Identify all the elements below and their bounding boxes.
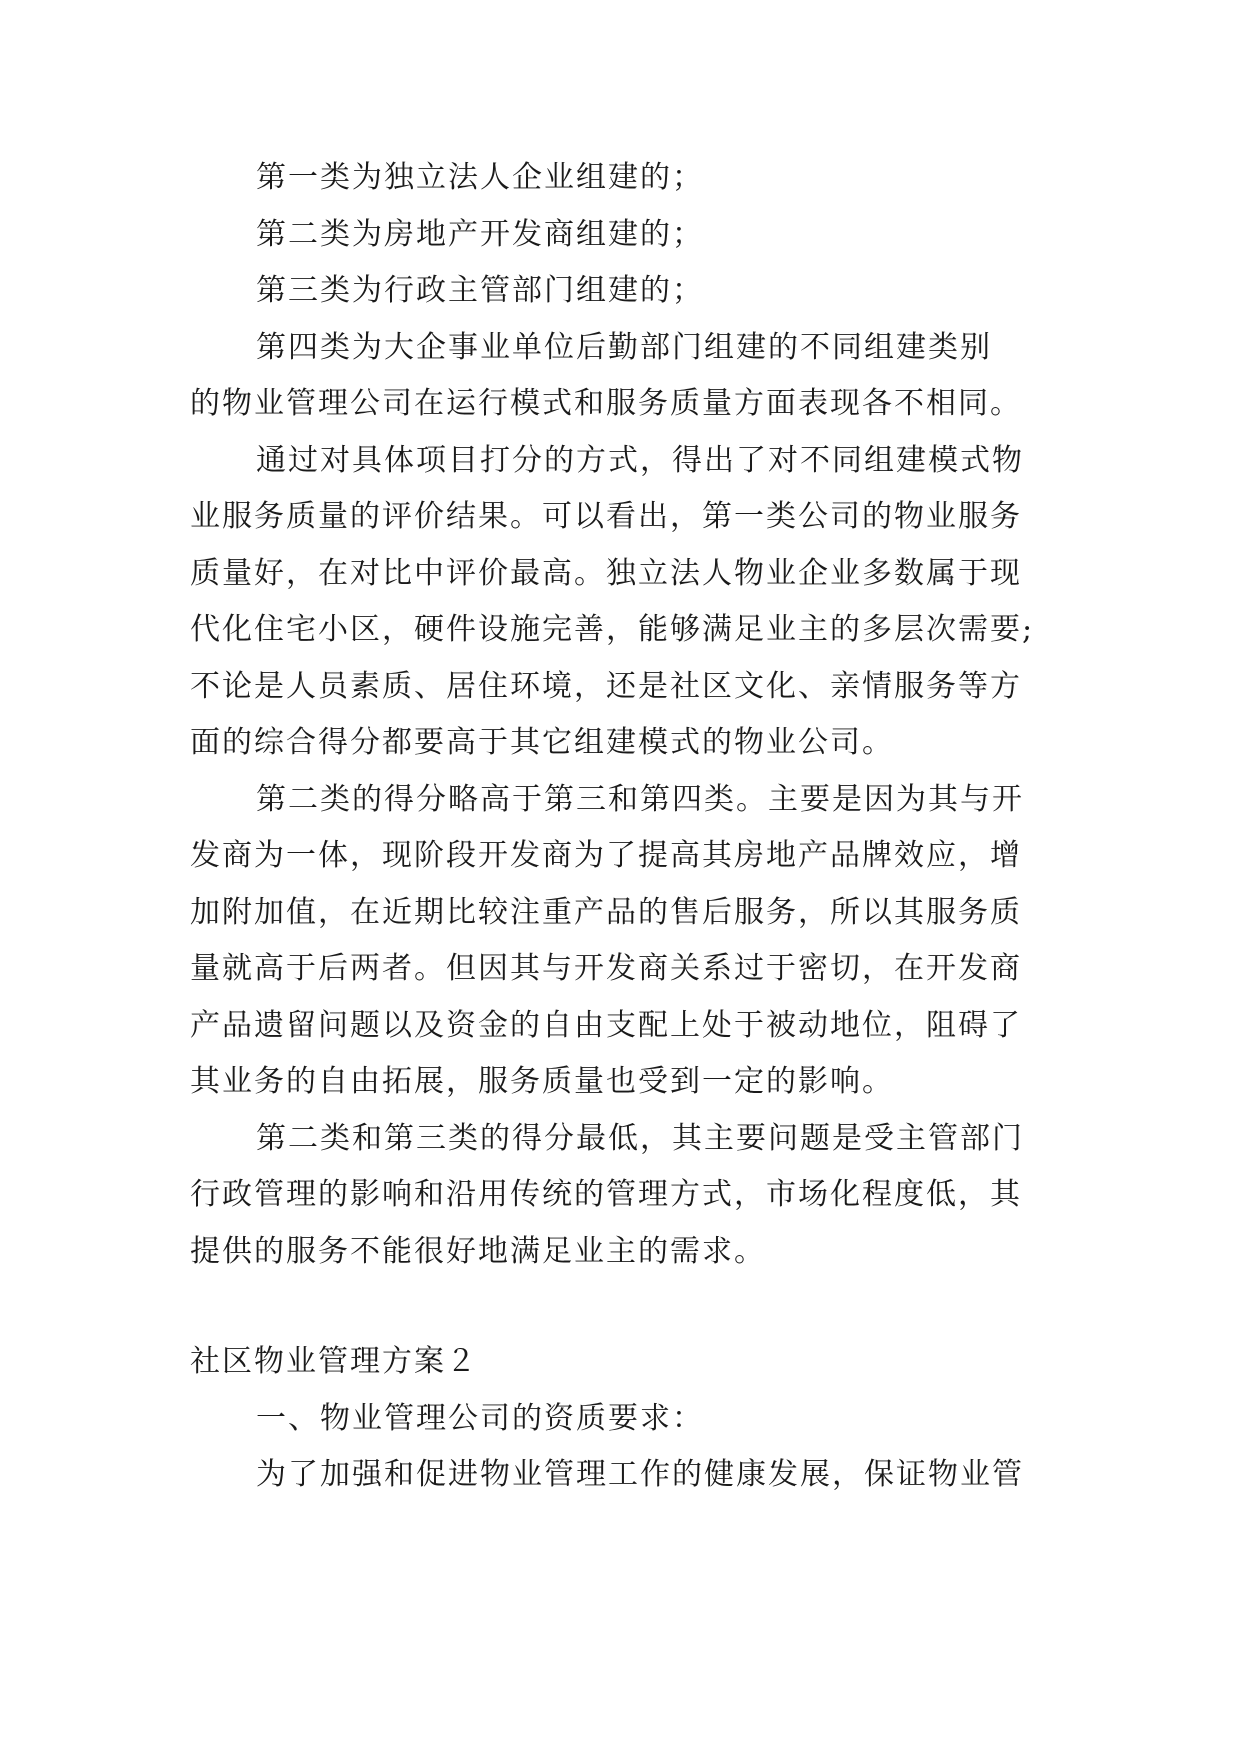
paragraph-fourth-type-line-1: 第四类为大企事业单位后勤部门组建的不同组建类别 <box>256 329 992 365</box>
paragraph-scoring-line-3: 质量好，在对比中评价最高。独立法人物业企业多数属于现 <box>190 555 1022 591</box>
list-item-third-type: 第三类为行政主管部门组建的； <box>256 273 704 308</box>
paragraph-scoring-line-1: 通过对具体项目打分的方式，得出了对不同组建模式物 <box>256 442 1024 478</box>
section-spacer <box>190 1280 1050 1334</box>
paragraph-scoring-line-4: 代化住宅小区，硬件设施完善，能够满足业主的多层次需要; <box>190 612 1035 647</box>
document-body <box>190 150 1050 1504</box>
paragraph-lowest-score-line-3: 提供的服务不能很好地满足业主的需求。 <box>190 1233 766 1269</box>
paragraph-second-type-line-2: 发商为一体，现阶段开发商为了提高其房地产品牌效应，增 <box>190 838 1022 873</box>
paragraph-second-type-line-1: 第二类的得分略高于第三和第四类。主要是因为其与开 <box>256 781 1024 817</box>
paragraph-last-line-1: 为了加强和促进物业管理工作的健康发展，保证物业管 <box>256 1457 1024 1492</box>
paragraph-scoring-line-2: 业服务质量的评价结果。可以看出，第一类公司的物业服务 <box>190 499 1022 534</box>
paragraph-lowest-score-line-2: 行政管理的影响和沿用传统的管理方式，市场化程度低，其 <box>190 1177 1022 1212</box>
paragraph-second-type-line-5: 产品遗留问题以及资金的自由支配上处于被动地位，阻碍了 <box>190 1007 1022 1043</box>
list-item-first-type: 第一类为独立法人企业组建的； <box>256 160 704 195</box>
paragraph-second-type-line-6: 其业务的自由拓展，服务质量也受到一定的影响。 <box>190 1064 894 1099</box>
paragraph-scoring-line-5: 不论是人员素质、居住环境，还是社区文化、亲情服务等方 <box>190 668 1022 704</box>
section-title: 社区物业管理方案２ <box>190 1344 478 1379</box>
list-item-second-type: 第二类为房地产开发商组建的； <box>256 216 704 252</box>
paragraph-fourth-type-line-2: 的物业管理公司在运行模式和服务质量方面表现各不相同。 <box>190 386 1022 421</box>
subheading-qualification: 一、物业管理公司的资质要求： <box>256 1400 704 1436</box>
paragraph-lowest-score-line-1: 第二类和第三类的得分最低，其主要问题是受主管部门 <box>256 1120 1024 1156</box>
paragraph-scoring-line-6: 面的综合得分都要高于其它组建模式的物业公司。 <box>190 725 894 760</box>
paragraph-second-type-line-4: 量就高于后两者。但因其与开发商关系过于密切，在开发商 <box>190 951 1022 986</box>
paragraph-second-type-line-3: 加附加值，在近期比较注重产品的售后服务，所以其服务质 <box>190 894 1022 930</box>
